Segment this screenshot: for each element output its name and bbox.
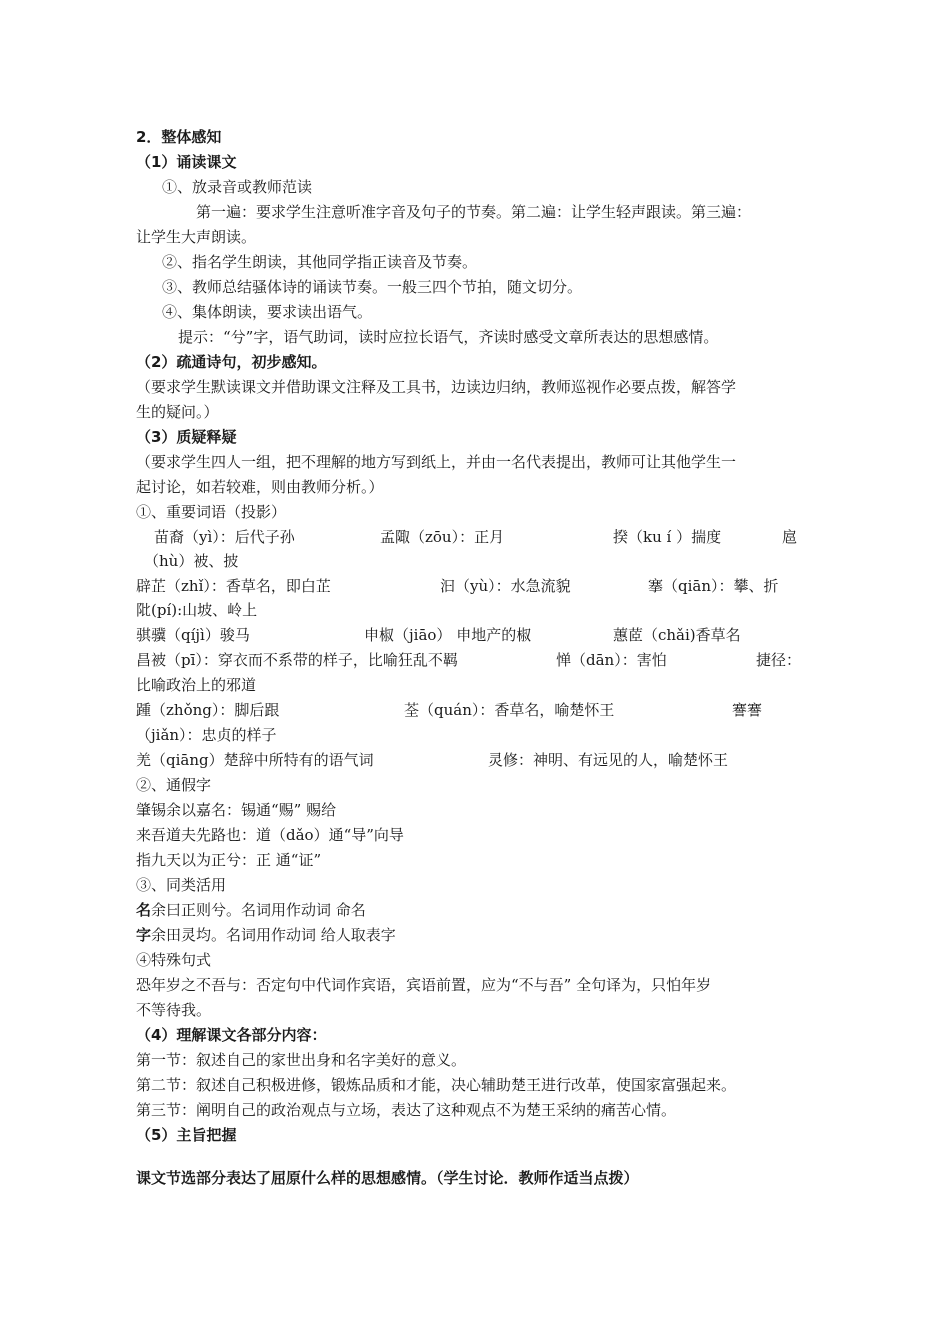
huoyong-explanation: 余曰正则兮。名词用作动词 命名	[151, 901, 366, 919]
vocab-entry-cont: 比喻政治上的邪道	[136, 676, 257, 694]
recite-item-1-text-cont: 让学生大声朗读。	[136, 228, 257, 246]
recite-item-3: ③、教师总结骚体诗的诵读节奏。一般三四个节拍，随文切分。	[162, 278, 583, 296]
teshu-text-cont: 不等待我。	[136, 1001, 212, 1019]
vocab-entry-cont: （jiǎn）：忠贞的样子	[136, 726, 277, 744]
content-paragraph: 第一节：叙述自己的家世出身和名字美好的意义。	[136, 1051, 467, 1069]
tongjia-entry: 肇锡余以嘉名：锡通“赐” 赐给	[136, 801, 337, 819]
vocab-entry: 揆（ku í ）揣度	[613, 528, 722, 546]
heading-questions: （3）质疑释疑	[136, 428, 237, 446]
vocab-entry: 申椒（jiāo） 申地产的椒	[364, 626, 532, 644]
recite-tip: 提示：“兮”字，语气助词，读时应拉长语气，齐读时感受文章所表达的思想感情。	[178, 328, 719, 346]
vocab-entry: 謇謇	[732, 701, 763, 719]
vocab-entry: 荃（quán）：香草名，喻楚怀王	[404, 701, 615, 719]
vocab-entry: 孟陬（zōu）：正月	[380, 528, 505, 546]
vocab-entry: 搴（qiān）：攀、折	[648, 577, 779, 595]
theme-question: 课文节选部分表达了屈原什么样的思想感情。（学生讨论．教师作适当点拨）	[136, 1169, 639, 1187]
vocab-entry: 苗裔（yì）：后代子孙	[154, 528, 295, 546]
vocab-entry: 惮（dān）：害怕	[556, 651, 667, 669]
tongjia-title: ②、通假字	[136, 776, 212, 794]
vocab-entry: 昌被（pī）：穿衣而不系带的样子，比喻狂乱不羁	[136, 651, 458, 669]
vocab-entry: 捷径：	[756, 651, 802, 669]
recite-item-4: ④、集体朗读，要求读出语气。	[162, 303, 373, 321]
huoyong-entry	[136, 926, 396, 944]
vocab-entry: 辟芷（zhǐ）：香草名，即白芷	[136, 577, 331, 595]
huoyong-explanation: 余田灵均。名词用作动词 给人取表字	[151, 926, 396, 944]
vocab-entry-cont: 阰(pí):山坡、岭上	[136, 601, 258, 619]
heading-recite: （1）诵读课文	[136, 153, 237, 171]
recite-item-1-text: 第一遍：要求学生注意听准字音及句子的节奏。第二遍：让学生轻声跟读。第三遍：	[196, 203, 752, 221]
teshu-text: 恐年岁之不吾与：否定句中代词作宾语，宾语前置，应为“不与吾” 全句译为，只怕年岁	[136, 976, 712, 994]
vocab-entry-cont: （hù）被、披	[144, 552, 239, 570]
vocab-title: ①、重要词语（投影）	[136, 503, 287, 521]
questions-text: （要求学生四人一组，把不理解的地方写到纸上，并由一名代表提出，教师可让其他学生一	[136, 453, 737, 471]
vocab-entry: 踵（zhǒng）：脚后跟	[136, 701, 280, 719]
tongjia-entry: 指九天以为正兮：正 通“证”	[136, 851, 322, 869]
vocab-entry: 扈	[782, 528, 798, 546]
vocab-entry: 汩（yù）：水急流貌	[440, 577, 571, 595]
heading-content: （4）理解课文各部分内容：	[136, 1026, 327, 1044]
section-title: 2．整体感知	[136, 128, 222, 146]
teshu-title: ④特殊句式	[136, 951, 212, 969]
recite-item-1: ①、放录音或教师范读	[162, 178, 313, 196]
vocab-entry: 骐骥（qíjì）骏马	[136, 626, 250, 644]
vocab-entry: 蕙茝（chǎi)香草名	[613, 626, 741, 644]
huoyong-title: ③、同类活用	[136, 876, 227, 894]
tongjia-entry: 来吾道夫先路也：道（dǎo）通“导”向导	[136, 826, 404, 844]
huoyong-entry	[136, 901, 366, 919]
vocab-entry: 灵修：神明、有远见的人，喻楚怀王	[488, 751, 729, 769]
huoyong-key-char: 名	[136, 901, 152, 919]
heading-understand: （2）疏通诗句，初步感知。	[136, 353, 327, 371]
huoyong-key-char: 字	[136, 926, 152, 944]
vocab-entry: 羌（qiāng）楚辞中所特有的语气词	[136, 751, 374, 769]
understand-text: （要求学生默读课文并借助课文注释及工具书，边读边归纳，教师巡视作必要点拨，解答学	[136, 378, 737, 396]
heading-theme: （5）主旨把握	[136, 1126, 237, 1144]
recite-item-2: ②、指名学生朗读，其他同学指正读音及节奏。	[162, 253, 478, 271]
content-paragraph: 第三节：阐明自己的政治观点与立场，表达了这种观点不为楚王采纳的痛苦心情。	[136, 1101, 677, 1119]
understand-text-cont: 生的疑问。）	[136, 403, 219, 421]
questions-text-cont: 起讨论，如若较难，则由教师分析。）	[136, 478, 384, 496]
content-paragraph: 第二节：叙述自己积极进修，锻炼品质和才能，决心辅助楚王进行改革，使国家富强起来。	[136, 1076, 737, 1094]
